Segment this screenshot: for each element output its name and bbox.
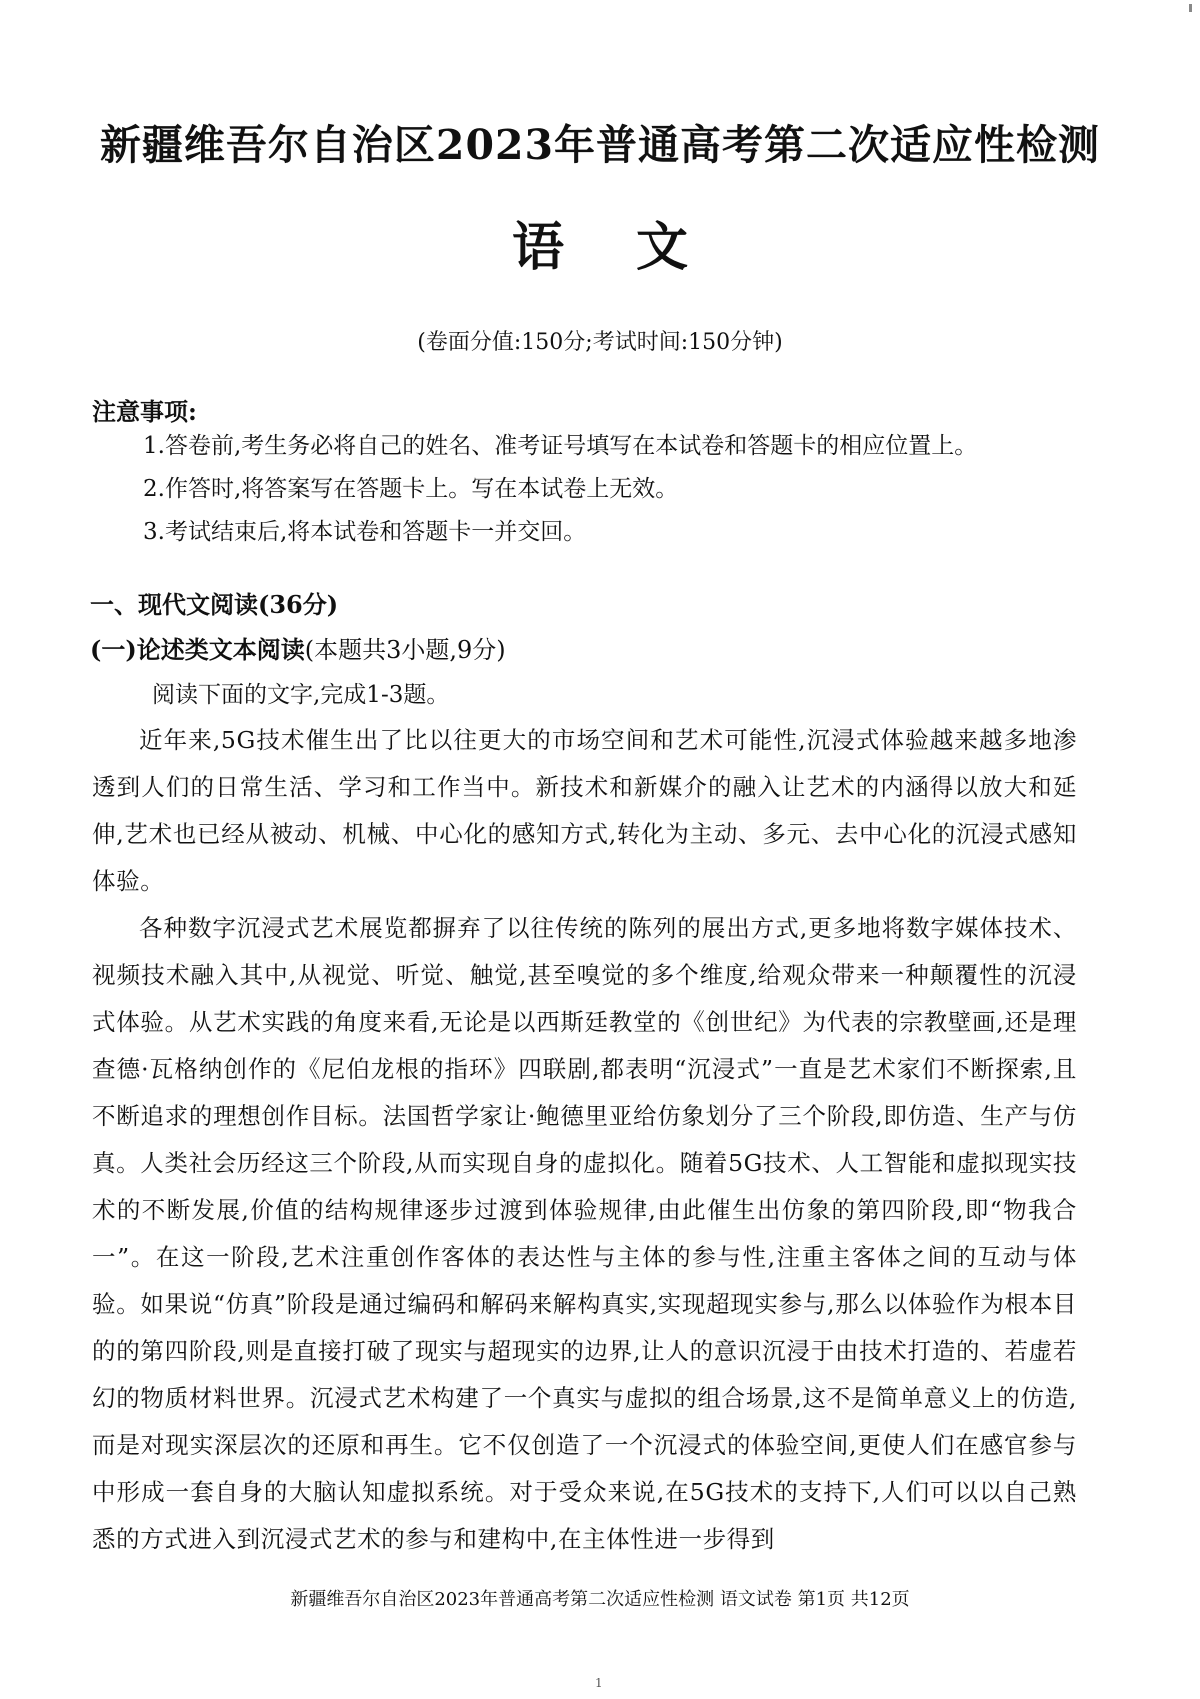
passage-paragraph: 近年来,5G技术催生出了比以往更大的市场空间和艺术可能性,沉浸式体验越来越多地渗透到人们的日常生活、学习和工作当中。新技术和新媒介的融入让艺术的内涵得以放大和延伸,艺术也已经从被动、机械、中心化的感知方式,转化为主动、多元、去中心化的沉浸式感知体验。 [92,726,1077,895]
notice-heading: 注意事项: [92,397,197,426]
exam-title: 新疆维吾尔自治区2023年普通高考第二次适应性检测 [99,121,1101,169]
reading-passage [92,717,1077,1563]
sub-heading [90,630,506,665]
reading-instruction: 阅读下面的文字,完成1-3题。 [152,682,450,708]
notice-item: 3.考试结束后,将本试卷和答题卡一并交回。 [143,519,587,545]
passage-paragraph: 各种数字沉浸式艺术展览都摒弃了以往传统的陈列的展出方式,更多地将数字媒体技术、视频技术融入其中,从视觉、听觉、触觉,甚至嗅觉的多个维度,给观众带来一种颠覆性的沉浸式体验。从艺术实践的角度来看,无论是以西斯廷教堂的《创世纪》为代表的宗教壁画,还是理查德·瓦格纳创作的《尼伯龙根的指环》四联剧,都表明“沉浸式”一直是艺术家们不断探索,且不断追求的理想创作目标。法国哲学家让·鲍德里亚给仿象划分了三个阶段,即仿造、生产与仿真。人类社会历经这三个阶段,从而实现自身的虚拟化。随着5G技术、人工智能和虚拟现实技术的不断发展,价值的结构规律逐步过渡到体验规律,由此催生出仿象的第四阶段,即“物我合一”。在这一阶段,艺术注重创作客体的表达性与主体的参与性,注重主客体之间的互动与体验。如果说“仿真”阶段是通过编码和解码来解构真实,实现超现实参与,那么以体验作为根本目的的第四阶段,则是直接打破了现实与超现实的边界,让人的意识沉浸于由技术打造的、若虚若幻的物质材料世界。沉浸式艺术构建了一个真实与虚拟的组合场景,这不是简单意义上的仿造,而是对现实深层次的还原和再生。它不仅创造了一个沉浸式的体验空间,更使人们在感官参与中形成一套自身的大脑认知虚拟系统。对于受众来说,在5G技术的支持下,人们可以以自己熟悉的方式进入到沉浸式艺术的参与和建构中,在主体性进一步得到 [92,914,1077,1553]
notice-list [143,425,977,554]
sub-heading-note: (本题共3小题,9分) [304,636,506,664]
page-footer: 新疆维吾尔自治区2023年普通高考第二次适应性检测 语文试卷 第1页 共12页 [290,1589,910,1610]
subject-title: 语文 [511,217,760,278]
page-mark: 1 [595,1676,603,1690]
exam-info: (卷面分值:150分;考试时间:150分钟) [417,330,783,355]
sub-heading-title: (一)论述类文本阅读 [90,635,305,664]
section-heading: 一、现代文阅读(36分) [90,590,339,619]
notice-item: 1.答卷前,考生务必将自己的姓名、准考证号填写在本试卷和答题卡的相应位置上。 [143,433,978,459]
scan-speck [1189,4,1192,12]
notice-item: 2.作答时,将答案写在答题卡上。写在本试卷上无效。 [143,476,679,502]
